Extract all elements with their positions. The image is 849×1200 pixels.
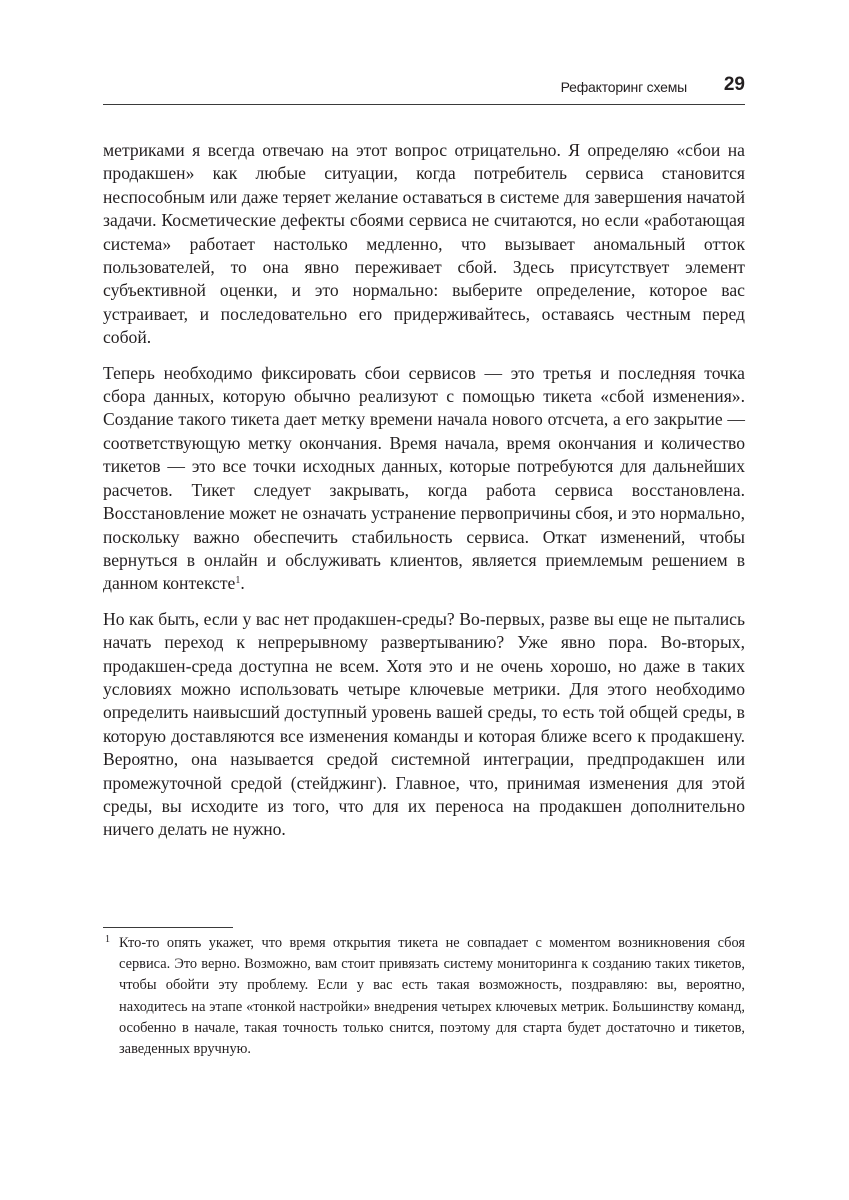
footnote-mark: 1: [105, 934, 110, 945]
page-number: 29: [723, 74, 745, 95]
paragraph-1: метриками я всегда отвечаю на этот вопрос отрицательно. Я определяю «сбои на продакшен» как любые ситуации, когда потребитель сервиса становится неспособным или даже теряет желание оставаться в системе для завершения начатой задачи. Косметические дефекты сбоями сервиса не считаются, но если «работающая система» работает настолько медленно, что вызывает аномальный отток пользователей, то она явно переживает сбой. Здесь присутствует элемент субъективной оценки, и это нормально: выберите определение, которое вас устраивает, и последовательно его придерживайтесь, оставаясь честным перед собой.: [103, 140, 745, 348]
body-text: [103, 139, 745, 854]
footnote-text: Кто-то опять укажет, что время открытия тикета не совпадает с моментом возникновения сбоя сервиса. Это верно. Возможно, вам стоит привязать систему мониторинга к созданию таких тикетов, чтобы обойти эту проблему. Если у вас есть такая возможность, поздравляю: вы, вероятно, находитесь на этапе «тонкой настройки» внедрения четырех ключевых метрик. Большинству команд, особенно в начале, такая точность только снится, поэтому для старта будет достаточно и тикетов, заведенных вручную.: [119, 935, 745, 1058]
paragraph-3: Но как быть, если у вас нет продакшен-среды? Во-первых, разве вы еще не пытались начать переход к непрерывному развертыванию? Уже явно пора. Во-вторых, продакшен-среда доступна не всем. Хотя это и не очень хорошо, но даже в таких условиях можно использовать четыре ключевые метрики. Для этого необходимо определить наивысший доступный уровень вашей среды, то есть той общей среды, в которую доставляются все изменения команды и которая ближе всего к продакшену. Вероятно, она называется средой системной интеграции, предпродакшен или промежуточной средой (стейджинг). Главное, что, принимая изменения для этой среды, вы исходите из того, что для их переноса на продакшен дополнительно ничего делать не нужно.: [103, 608, 745, 840]
footnote-reference[interactable]: 1: [235, 575, 241, 587]
footnote-divider: [103, 927, 233, 928]
page-header: [103, 70, 745, 105]
paragraph-2-text: Теперь необходимо фиксировать сбои сервисов — это третья и последняя точка сбора данных, которую обычно реализуют с помощью тикета «сбой изменения». Создание такого тикета дает метку времени начала нового отсчета, а его закрытие — соответствующую метку окончания. Время начала, время окончания и количество тикетов — это все точки исходных данных, которые потребуются для дальнейших расчетов. Тикет следует закрывать, когда работа сервиса восстановлена. Восстановление может не означать устранение первопричины сбоя, и это нормально, поскольку важно обеспечить стабильность сервиса. Откат изменений, чтобы вернуться в онлайн и обслуживать клиентов, является приемлемым решением в данном контексте: [103, 362, 745, 594]
running-head: Рефакторинг схемы: [560, 79, 687, 95]
paragraph-2: Теперь необходимо фиксировать сбои сервисов — это третья и последняя точка сбора данных, которую обычно реализуют с помощью тикета «сбой изменения». Создание такого тикета дает метку времени начала нового отсчета, а его закрытие — соответствующую метку окончания. Время начала, время окончания и количество тикетов — это все точки исходных данных, которые потребуются для дальнейших расчетов. Тикет следует закрывать, когда работа сервиса восстановлена. Восстановление может не означать устранение первопричины сбоя, и это нормально, поскольку важно обеспечить стабильность сервиса. Откат изменений, чтобы вернуться в онлайн и обслуживать клиентов, является приемлемым решением в данном контексте$^1$.: [103, 362, 745, 594]
footnote: [103, 933, 745, 1060]
